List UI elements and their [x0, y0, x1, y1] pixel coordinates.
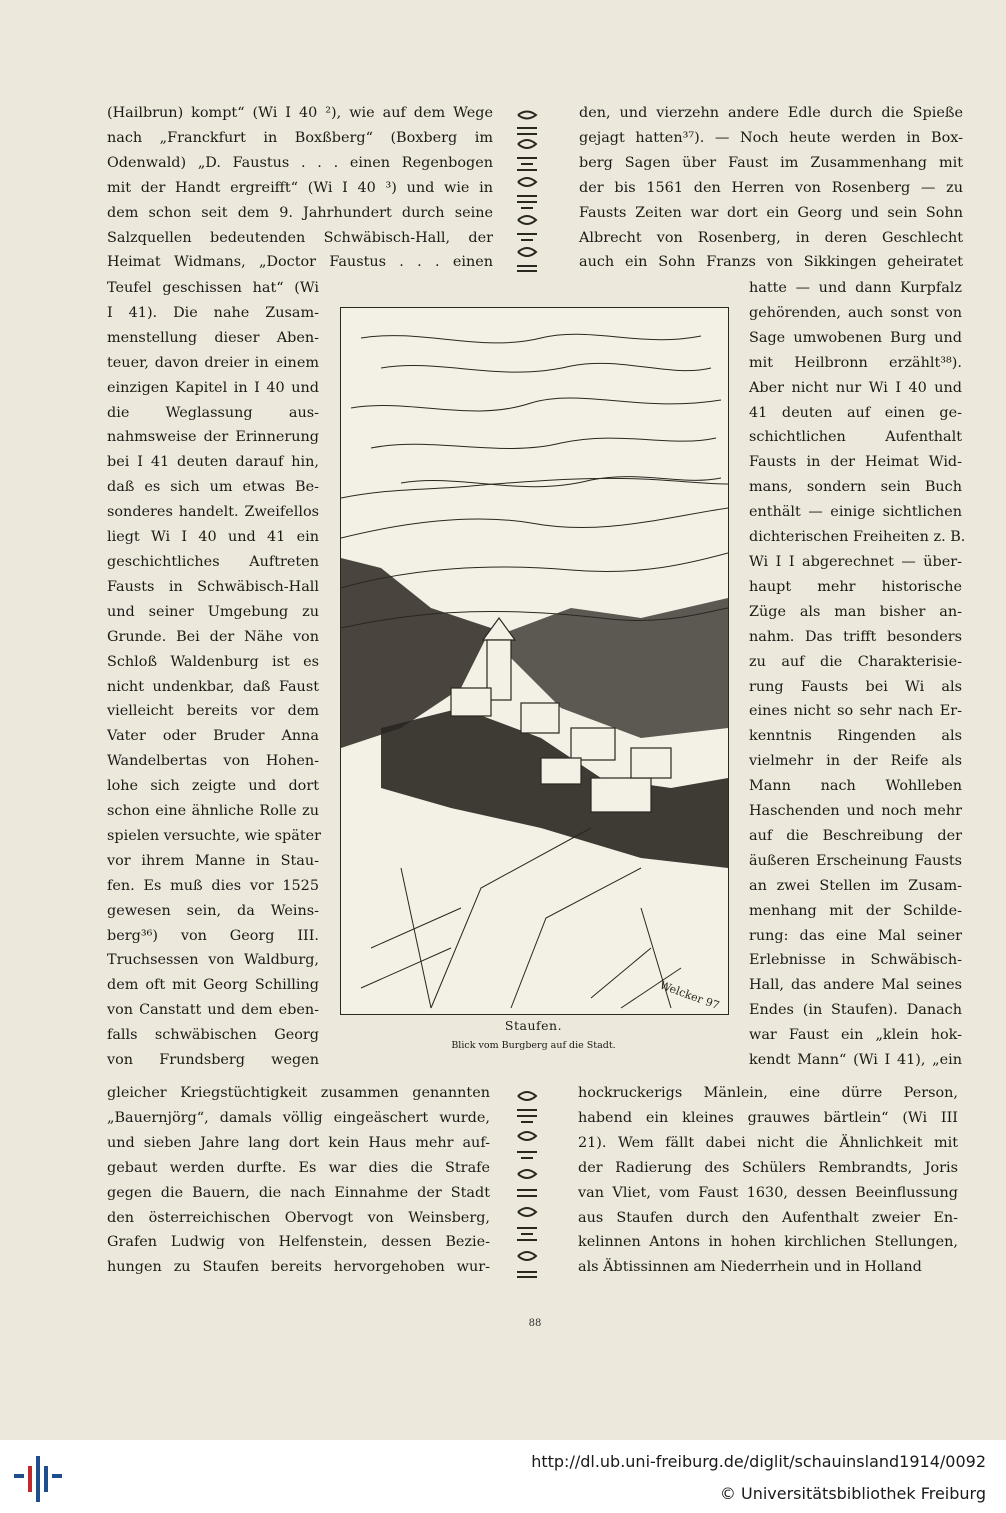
left-column-top	[107, 101, 493, 275]
text-line: die Weglassung aus-	[107, 404, 319, 421]
text-line: den österreichischen Obervogt von Weinsberg,	[107, 1209, 490, 1226]
text-line: enthält — einige sichtlichen	[749, 504, 962, 521]
text-line: gebaut werden durfte. Es war dies die Strafe	[107, 1159, 490, 1176]
text-line: eines nicht so sehr nach Er-	[749, 703, 962, 720]
text-line: von Canstatt und dem eben-	[107, 1002, 319, 1019]
text-line: bei I 41 deuten darauf hin,	[107, 454, 319, 471]
right-column-middle	[749, 276, 966, 1073]
text-line: Aber nicht nur Wi I 40 und	[749, 379, 962, 396]
text-line: Sage umwobenen Burg und	[749, 329, 962, 346]
staufen-illustration	[340, 307, 729, 1015]
text-line: Truchsessen von Waldburg,	[107, 952, 319, 969]
text-line: nicht undenkbar, daß Faust	[107, 678, 319, 695]
text-line: vielmehr in der Reife als	[749, 753, 962, 770]
text-line: Wi I I abgerechnet — über-	[749, 553, 962, 570]
text-line: gehörenden, auch sonst von	[749, 304, 962, 321]
text-line: berg³⁶) von Georg III.	[107, 927, 319, 944]
text-line: äußeren Erscheinung Fausts	[749, 852, 962, 869]
text-line: haupt mehr historische	[749, 578, 962, 595]
text-line: menstellung dieser Aben-	[107, 329, 319, 346]
text-line: menhang mit der Schilde-	[749, 902, 962, 919]
text-line: Teufel geschissen hat“ (Wi	[107, 280, 319, 296]
text-line: zu auf die Charakterisie-	[749, 653, 962, 670]
text-line: Endes (in Staufen). Danach	[749, 1002, 962, 1019]
text-line: schichtlichen Aufenthalt	[749, 429, 962, 446]
text-line: vielleicht bereits vor dem	[107, 703, 319, 720]
text-line: liegt Wi I 40 und 41 ein	[107, 529, 319, 546]
text-line: hockruckerigs Mänlein, eine dürre Person,	[578, 1085, 958, 1101]
text-line: 41 deuten auf einen ge-	[749, 404, 962, 421]
text-line: lohe sich zeigte und dort	[107, 778, 319, 795]
text-line: rung: das eine Mal seiner	[749, 927, 962, 944]
text-line: geschichtliches Auftreten	[107, 553, 319, 570]
town-drawing	[341, 308, 728, 1014]
text-line: falls schwäbischen Georg	[107, 1027, 319, 1044]
artist-signature: Welcker 97	[657, 978, 722, 1013]
figure-caption-subtitle: Blick vom Burgberg auf die Stadt.	[451, 1040, 616, 1051]
text-line: und sieben Jahre lang dort kein Haus mehr auf-	[107, 1134, 490, 1151]
text-line: Fausts in Schwäbisch-Hall	[107, 578, 319, 595]
text-line: (Hailbrun) kompt“ (Wi I 40 ²), wie auf dem Wege	[107, 105, 493, 121]
text-line: schon eine ähnliche Rolle zu	[107, 803, 319, 820]
vertical-ornament-top	[512, 110, 542, 275]
text-line: teuer, davon dreier in einem	[107, 354, 319, 371]
text-line: von Frundsberg wegen	[107, 1052, 319, 1069]
text-line: mit Heilbronn erzählt³⁸).	[749, 354, 962, 371]
text-line: sonderes handelt. Zweifellos	[107, 504, 319, 521]
left-column-bottom	[107, 1081, 490, 1280]
text-line: gleicher Kriegstüchtigkeit zusammen genannten	[107, 1085, 490, 1101]
text-line: dichterischen Freiheiten z. B.	[749, 529, 966, 546]
text-line: „Bauernjörg“, damals völlig eingeäschert wurde,	[107, 1109, 490, 1126]
text-line: spielen versuchte, wie später	[107, 827, 321, 844]
text-line: Heimat Widmans, „Doctor Faustus . . . einen	[107, 254, 493, 271]
text-line: van Vliet, vom Faust 1630, dessen Beeinflussung	[578, 1184, 958, 1201]
text-line: an zwei Stellen im Zusam-	[749, 877, 962, 894]
text-line: daß es sich um etwas Be-	[107, 479, 319, 496]
text-line: 21). Wem fällt dabei nicht die Ähnlichkeit mit	[578, 1134, 958, 1151]
text-line: Wandelbertas von Hohen-	[107, 753, 319, 770]
right-column-top	[579, 101, 963, 275]
text-line: Erlebnisse in Schwäbisch-	[749, 952, 962, 969]
text-line: auch ein Sohn Franzs von Sikkingen geheiratet	[579, 254, 963, 271]
text-line: Haschenden und noch mehr	[749, 803, 962, 820]
text-line: einzigen Kapitel in I 40 und	[107, 379, 319, 396]
text-line: Fausts Zeiten war dort ein Georg und sein Sohn	[579, 204, 963, 221]
text-line: fen. Es muß dies vor 1525	[107, 877, 319, 894]
text-line: als Äbtissinnen am Niederrhein und in Holland	[578, 1259, 922, 1276]
text-line: dem schon seit dem 9. Jahrhundert durch seine	[107, 204, 493, 221]
copyright-notice: © Universitätsbibliothek Freiburg	[719, 1484, 986, 1503]
library-logo-icon	[14, 1452, 64, 1502]
text-line: Vater oder Bruder Anna	[107, 728, 319, 745]
text-line: kenntnis Ringenden als	[749, 728, 962, 745]
figure-caption-title: Staufen.	[504, 1018, 563, 1033]
text-line: der bis 1561 den Herren von Rosenberg — zu	[579, 179, 963, 196]
text-line: hatte — und dann Kurpfalz	[749, 280, 962, 296]
left-column-middle	[107, 276, 319, 1073]
page-number: 88	[528, 1318, 542, 1329]
text-line: Grunde. Bei der Nähe von	[107, 628, 319, 645]
text-line: war Faust ein „klein hok-	[749, 1027, 962, 1044]
text-line: Odenwald) „D. Faustus . . . einen Regenbogen	[107, 154, 493, 171]
permalink-url[interactable]: http://dl.ub.uni-freiburg.de/diglit/schauinsland1914/0092	[531, 1452, 986, 1471]
text-line: Albrecht von Rosenberg, in deren Geschlecht	[579, 229, 963, 246]
text-line: berg Sagen über Faust im Zusammenhang mit	[579, 154, 963, 171]
text-line: nahmsweise der Erinnerung	[107, 429, 319, 446]
text-line: gewesen sein, da Weins-	[107, 902, 319, 919]
text-line: Züge als man bisher an-	[749, 603, 962, 620]
text-line: rung Fausts bei Wi als	[749, 678, 962, 695]
text-line: der Radierung des Schülers Rembrandts, Joris	[578, 1159, 958, 1176]
text-line: habend ein kleines grauwes bärtlein“ (Wi III	[578, 1109, 958, 1126]
text-line: nahm. Das trifft besonders	[749, 628, 962, 645]
text-line: Mann nach Wohlleben	[749, 778, 962, 795]
text-line: Salzquellen bedeutenden Schwäbisch-Hall, der	[107, 229, 493, 246]
text-line: und seiner Umgebung zu	[107, 603, 319, 620]
text-line: mans, sondern sein Buch	[749, 479, 962, 496]
text-line: kendt Mann“ (Wi I 41), „ein	[749, 1052, 962, 1069]
text-line: I 41). Die nahe Zusam-	[107, 304, 319, 321]
text-line: Grafen Ludwig von Helfenstein, dessen Bezie-	[107, 1234, 490, 1251]
text-line: Fausts in der Heimat Wid-	[749, 454, 962, 471]
text-line: dem oft mit Georg Schilling	[107, 977, 319, 994]
text-line: Schloß Waldenburg ist es	[107, 653, 319, 670]
text-line: Hall, das andere Mal seines	[749, 977, 962, 994]
text-line: kelinnen Antons in hohen kirchlichen Stellungen,	[578, 1234, 958, 1251]
text-line: auf die Beschreibung der	[749, 827, 962, 844]
text-line: vor ihrem Manne in Stau-	[107, 852, 319, 869]
vertical-ornament-bottom	[512, 1090, 542, 1280]
text-line: gejagt hatten³⁷). — Noch heute werden in Box-	[579, 129, 963, 146]
text-line: hungen zu Staufen bereits hervorgehoben wur-	[107, 1259, 490, 1276]
text-line: mit der Handt ergreifft“ (Wi I 40 ³) und wie in	[107, 179, 493, 196]
text-line: aus Staufen durch den Aufenthalt zweier En-	[578, 1209, 958, 1226]
text-line: nach „Franckfurt in Boxßberg“ (Boxberg im	[107, 129, 493, 146]
text-line: den, und vierzehn andere Edle durch die Spieße	[579, 105, 963, 121]
footer-bar	[0, 1440, 1006, 1513]
right-column-bottom	[578, 1081, 958, 1280]
text-line: gegen die Bauern, die nach Einnahme der Stadt	[107, 1184, 490, 1201]
